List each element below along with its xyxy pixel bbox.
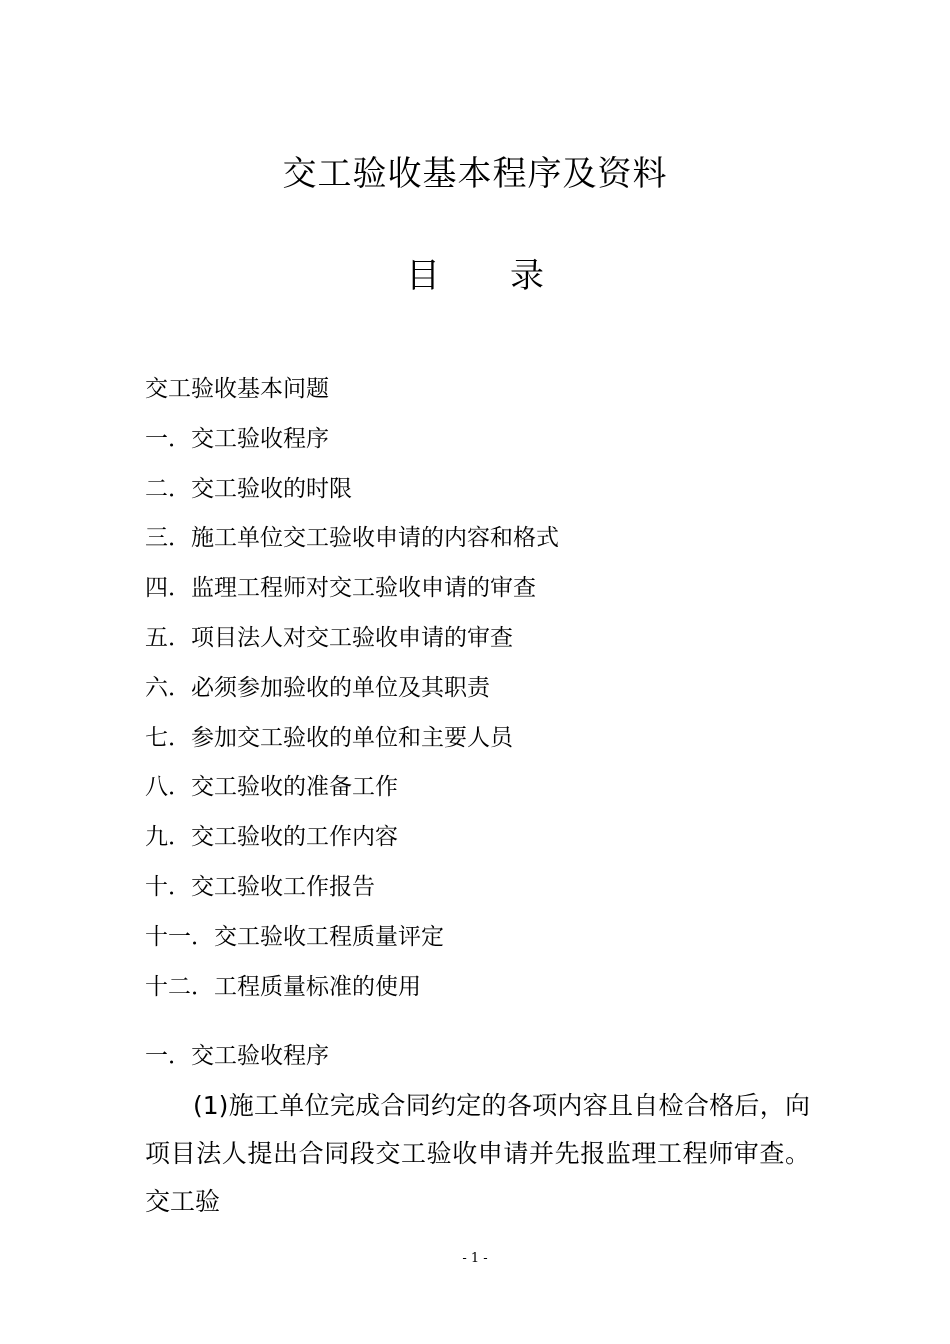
toc-item: 交工验收基本问题 <box>145 376 329 402</box>
toc-item: 四．监理工程师对交工验收申请的审查 <box>145 575 536 602</box>
toc-item: 八．交工验收的准备工作 <box>145 774 398 801</box>
toc-item: 十．交工验收工作报告 <box>145 873 375 900</box>
toc-item: 九．交工验收的工作内容 <box>145 824 398 851</box>
page-number: - 1 - <box>462 1251 488 1266</box>
toc-item: 一．交工验收程序 <box>145 425 329 452</box>
toc-item: 十二．工程质量标准的使用 <box>145 973 421 1000</box>
toc-heading-left: 目 <box>406 256 440 296</box>
toc-item: 六．必须参加验收的单位及其职责 <box>145 674 490 701</box>
toc-item: 五．项目法人对交工验收申请的审查 <box>145 624 513 651</box>
document-title: 交工验收基本程序及资料 <box>282 154 668 194</box>
toc-item: 三．施工单位交工验收申请的内容和格式 <box>145 525 559 552</box>
table-of-contents <box>145 365 825 1012</box>
toc-heading <box>0 252 950 300</box>
toc-heading-right: 录 <box>510 256 544 296</box>
toc-item: 七．参加交工验收的单位和主要人员 <box>145 724 513 751</box>
toc-item: 二．交工验收的时限 <box>145 475 352 502</box>
section-heading: 一．交工验收程序 <box>145 1043 329 1069</box>
toc-item: 十一．交工验收工程质量评定 <box>145 923 444 950</box>
body-paragraph: (1)施工单位完成合同约定的各项内容且自检合格后，向项目法人提出合同段交工验收申请并先报监理工程师审查。交工验 <box>145 1091 810 1216</box>
